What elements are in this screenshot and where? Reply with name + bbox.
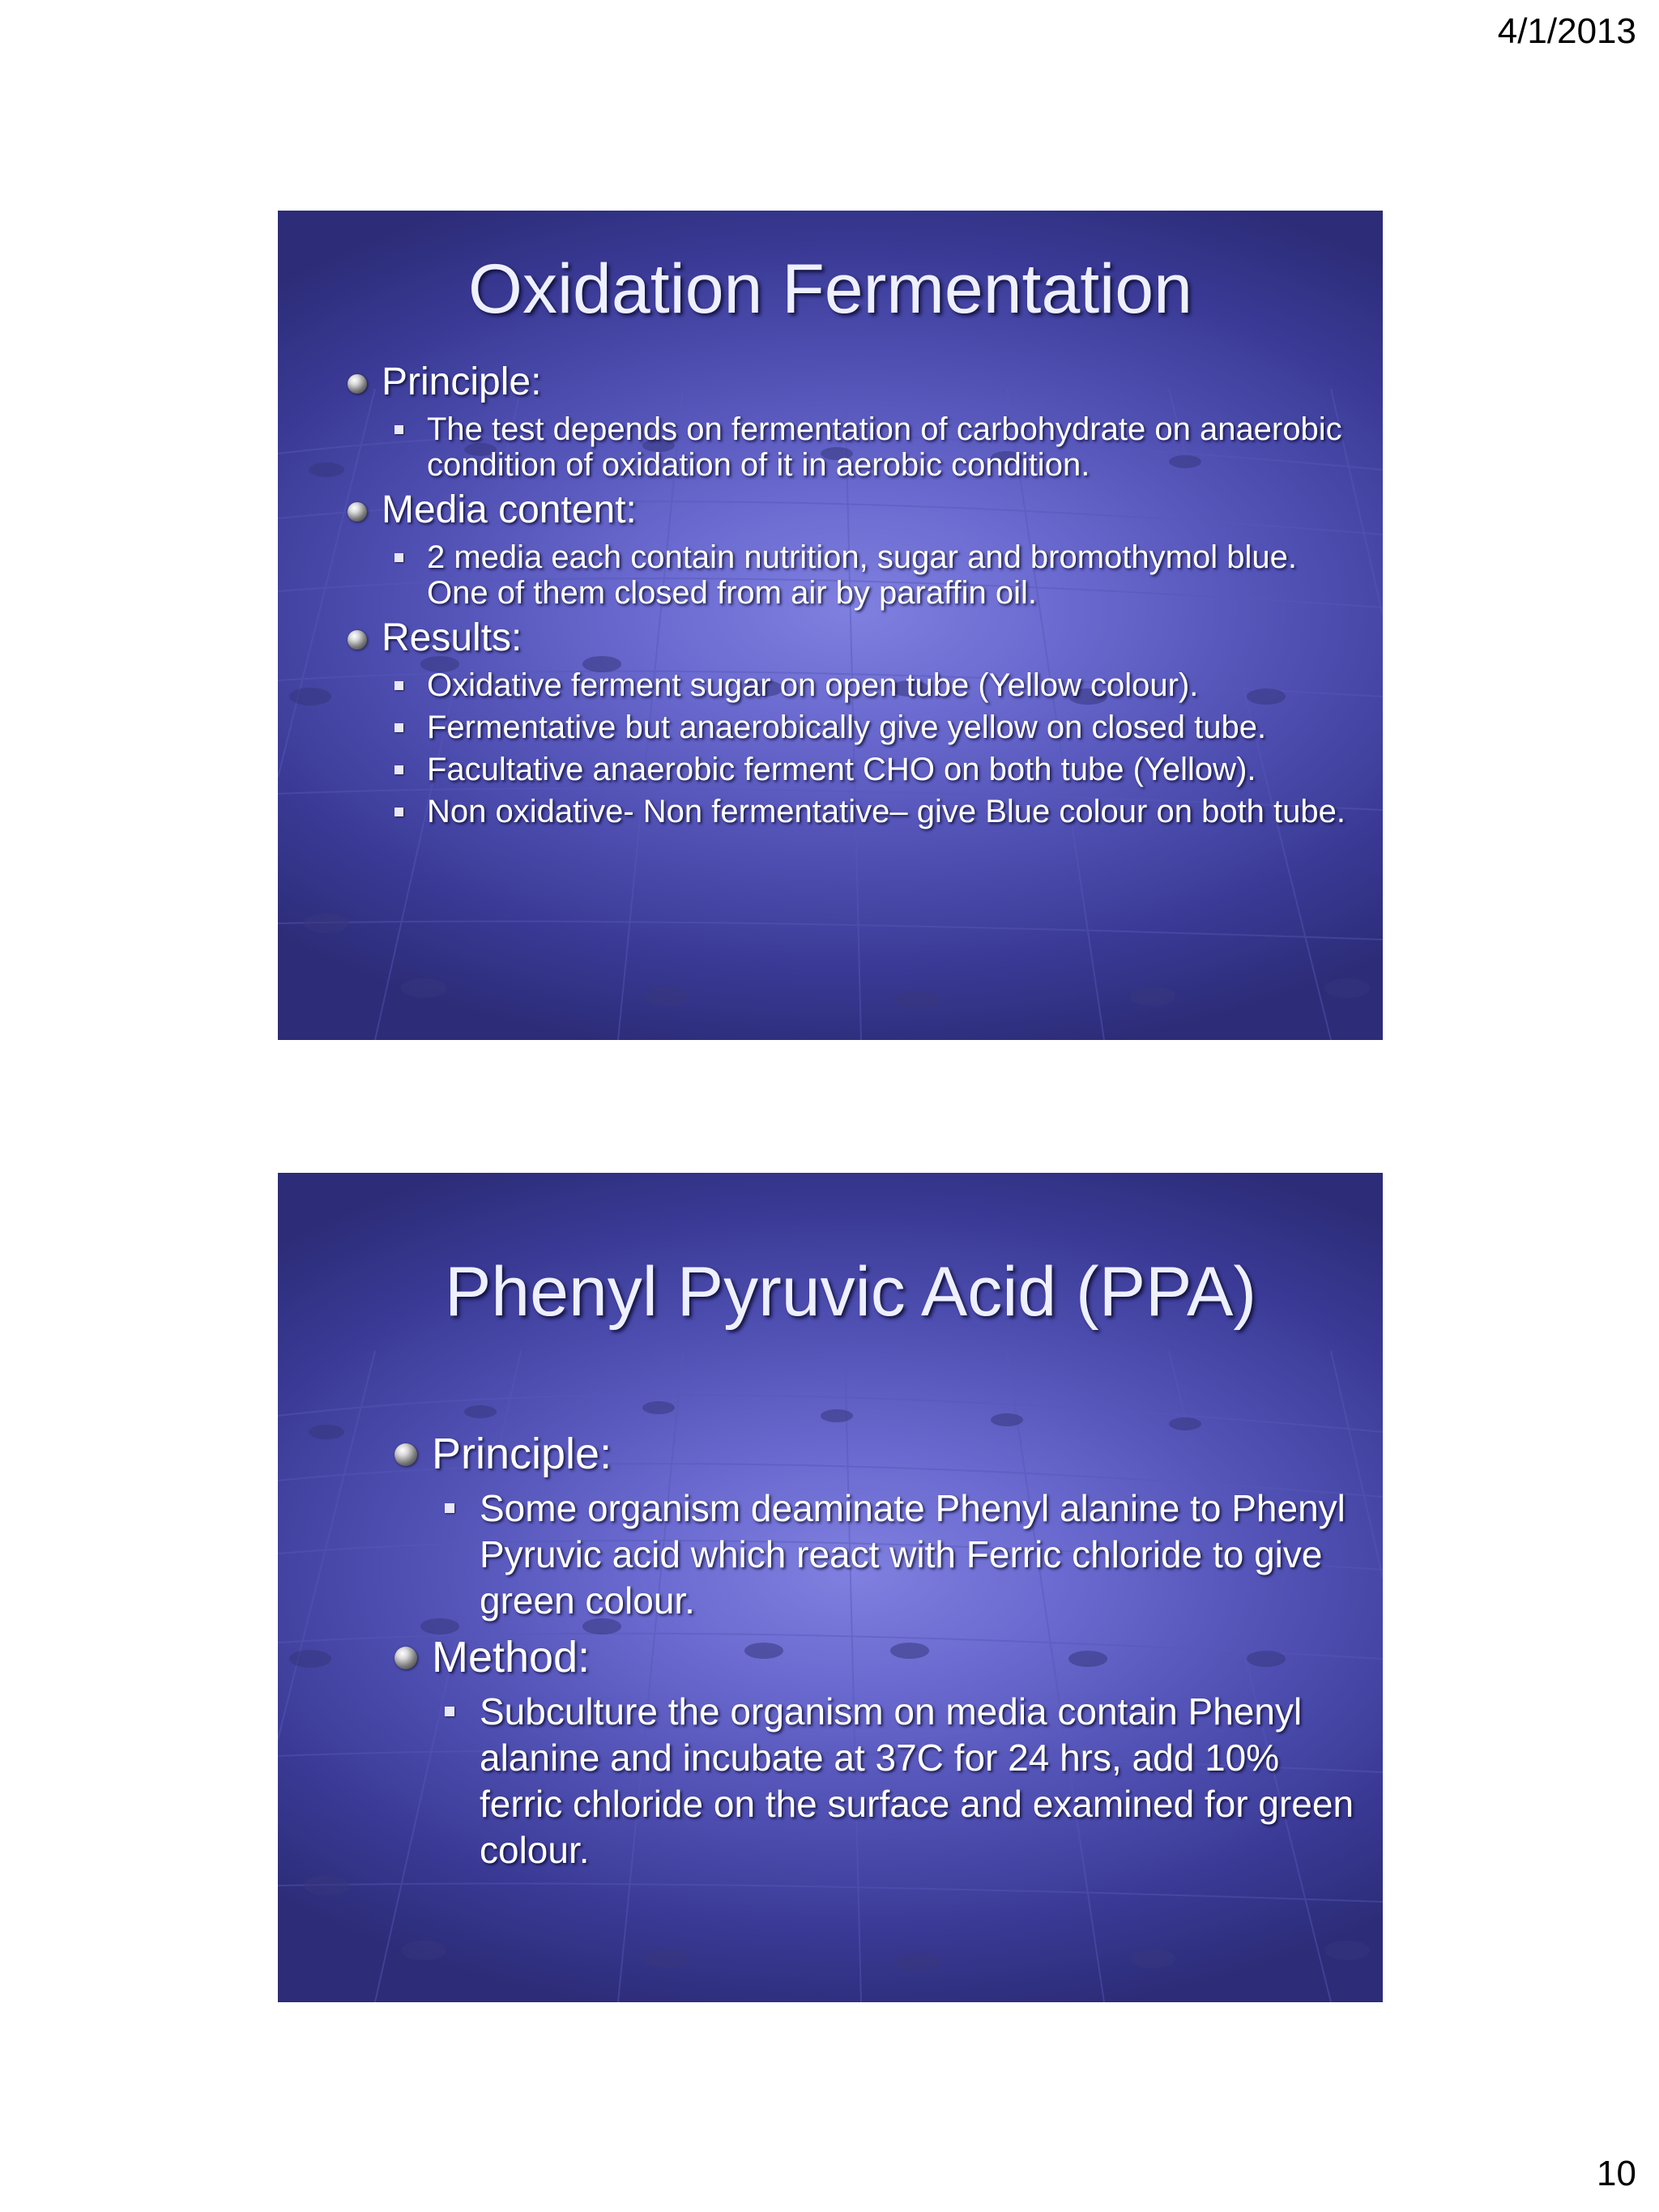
sub-bullet-text: 2 media each contain nutrition, sugar and bromothymol blue. One of them closed from air by paraffin oil.: [427, 539, 1297, 611]
sub-bullet-text: Facultative anaerobic ferment CHO on both tube (Yellow).: [427, 752, 1256, 787]
bullet-heading: Method:: [432, 1633, 591, 1681]
orb-bullet-icon: [394, 1443, 417, 1466]
square-bullet-icon: [394, 723, 403, 732]
page-number: 10: [1597, 2154, 1636, 2193]
sub-bullet: [346, 539, 1358, 611]
slide-phenyl-pyruvic-acid: [278, 1173, 1383, 2002]
sub-bullet: [346, 710, 1358, 745]
sub-bullet-text: Non oxidative- Non fermentative– give Blue colour on both tube.: [427, 794, 1346, 829]
bullet-results: [346, 616, 1358, 661]
orb-bullet-icon: [394, 1647, 417, 1669]
sub-bullet: [346, 752, 1358, 787]
square-bullet-icon: [394, 808, 403, 816]
bullet-method: [393, 1632, 1365, 1682]
slide-content: [393, 1421, 1365, 1873]
sub-bullet: [346, 794, 1358, 829]
bullet-principle: [393, 1429, 1365, 1479]
orb-bullet-icon: [348, 630, 367, 650]
sub-bullet-text: The test depends on fermentation of carbohydrate on anaerobic condition of oxidation of it in aerobic condition.: [427, 411, 1342, 483]
bullet-principle: [346, 360, 1358, 405]
bullet-heading: Principle:: [382, 360, 542, 403]
slide-title: Phenyl Pyruvic Acid (PPA): [444, 1253, 1257, 1331]
square-bullet-icon: [445, 1707, 454, 1716]
square-bullet-icon: [394, 765, 403, 774]
sub-bullet-text: Fermentative but anaerobically give yellow on closed tube.: [427, 710, 1267, 745]
square-bullet-icon: [445, 1503, 454, 1513]
bullet-heading: Media content:: [382, 488, 637, 531]
slide-title: Oxidation Fermentation: [468, 250, 1192, 328]
bullet-heading: Principle:: [432, 1430, 612, 1478]
sub-bullet-text: Some organism deaminate Phenyl alanine to Phenyl Pyruvic acid which react with Ferric chloride to give green colour.: [480, 1487, 1346, 1622]
sub-bullet: [393, 1689, 1365, 1873]
slide-content: [346, 355, 1358, 829]
square-bullet-icon: [394, 553, 403, 562]
sub-bullet: [346, 667, 1358, 703]
sub-bullet-text: Subculture the organism on media contain Phenyl alanine and incubate at 37C for 24 hrs, add 10% ferric chloride on the surface and examined for green colour.: [480, 1690, 1354, 1871]
square-bullet-icon: [394, 425, 403, 434]
square-bullet-icon: [394, 681, 403, 690]
orb-bullet-icon: [348, 374, 367, 394]
sub-bullet: [346, 411, 1358, 483]
slide-oxidation-fermentation: [278, 211, 1383, 1040]
bullet-media-content: [346, 488, 1358, 533]
page-date: 4/1/2013: [1497, 11, 1636, 51]
bullet-heading: Results:: [382, 616, 522, 659]
orb-bullet-icon: [348, 502, 367, 522]
sub-bullet-text: Oxidative ferment sugar on open tube (Yellow colour).: [427, 667, 1199, 703]
sub-bullet: [393, 1485, 1365, 1624]
